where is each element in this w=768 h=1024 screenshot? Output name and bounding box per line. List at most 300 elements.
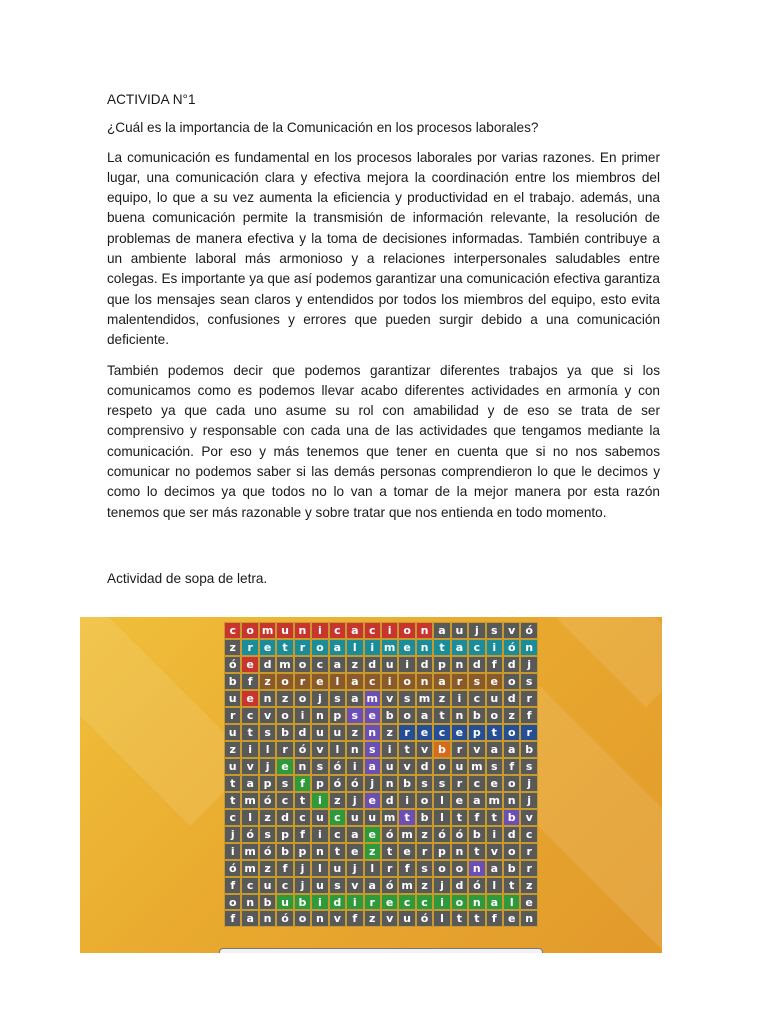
grid-cell: f <box>503 758 520 775</box>
grid-cell: n <box>241 894 258 911</box>
grid-cell: m <box>398 826 415 843</box>
grid-cell: u <box>364 809 381 826</box>
grid-cell: j <box>433 877 450 894</box>
grid-cell: u <box>451 758 468 775</box>
grid-cell: z <box>381 724 398 741</box>
grid-cell: n <box>520 639 537 656</box>
grid-cell: p <box>433 843 450 860</box>
grid-cell: s <box>311 758 328 775</box>
grid-cell: e <box>398 843 415 860</box>
grid-cell: j <box>364 775 381 792</box>
grid-cell: j <box>259 758 276 775</box>
grid-cell: s <box>346 707 363 724</box>
paragraph-1: La comunicación es fundamental en los procesos laborales por varias razones. En primer lugar, una comunicación clara y efectiva mejora la coordinación entre los miembros del equipo, lo que a su vez aumenta la eficiencia y productividad en el trabajo. además, una buena comunicación permite la transmisión de información relevante, la resolución de problemas de manera efectiva y la toma de decisiones informadas. También contribuye a un ambiente laboral más armonioso y a relaciones interpersonales saludables entre colegas. Es importante ya que así podemos garantizar una comunicación efectiva garantiza que los mensajes sean claros y entendidos por todos los miembros del equipo, esto evita malentendidos, confusiones y errores que pueden surgir debido a una comunicación deficiente. <box>107 149 660 348</box>
grid-cell: o <box>503 724 520 741</box>
grid-cell: e <box>276 758 293 775</box>
grid-cell: b <box>276 724 293 741</box>
grid-cell: i <box>241 741 258 758</box>
grid-cell: m <box>486 792 503 809</box>
grid-cell: o <box>398 673 415 690</box>
grid-cell: i <box>311 826 328 843</box>
grid-cell: i <box>398 656 415 673</box>
grid-cell: p <box>276 826 293 843</box>
grid-cell: f <box>468 809 485 826</box>
grid-cell: ó <box>294 741 311 758</box>
grid-cell: r <box>520 690 537 707</box>
grid-cell: i <box>451 690 468 707</box>
grid-cell: i <box>364 639 381 656</box>
grid-row <box>224 758 538 775</box>
grid-cell: e <box>503 910 520 927</box>
grid-cell: u <box>381 656 398 673</box>
grid-cell: l <box>486 877 503 894</box>
grid-cell: m <box>241 792 258 809</box>
grid-cell: a <box>433 622 450 639</box>
grid-cell: f <box>224 910 241 927</box>
grid-cell: ó <box>276 910 293 927</box>
grid-cell: s <box>416 860 433 877</box>
grid-cell: l <box>329 741 346 758</box>
grid-row <box>224 673 538 690</box>
grid-cell: f <box>241 673 258 690</box>
grid-cell: o <box>224 894 241 911</box>
grid-cell: u <box>311 809 328 826</box>
grid-cell: l <box>433 910 450 927</box>
grid-cell: b <box>416 809 433 826</box>
grid-cell: c <box>276 792 293 809</box>
grid-cell: m <box>381 809 398 826</box>
grid-cell: r <box>241 639 258 656</box>
grid-row <box>224 910 538 927</box>
grid-cell: a <box>329 656 346 673</box>
grid-cell: o <box>486 707 503 724</box>
grid-cell: u <box>486 690 503 707</box>
grid-cell: d <box>451 877 468 894</box>
grid-cell: u <box>346 809 363 826</box>
grid-cell: u <box>329 724 346 741</box>
grid-cell: s <box>259 724 276 741</box>
grid-cell: a <box>241 910 258 927</box>
grid-row <box>224 622 538 639</box>
grid-cell: z <box>520 877 537 894</box>
grid-cell: p <box>259 775 276 792</box>
activity-title: Actividad de sopa de letra. <box>107 571 268 586</box>
grid-cell: u <box>224 724 241 741</box>
grid-cell: v <box>241 758 258 775</box>
grid-cell: d <box>416 758 433 775</box>
grid-cell: c <box>468 690 485 707</box>
grid-cell: s <box>486 758 503 775</box>
grid-cell: r <box>364 894 381 911</box>
grid-cell: t <box>241 724 258 741</box>
grid-cell: d <box>294 724 311 741</box>
grid-cell: z <box>259 809 276 826</box>
grid-cell: s <box>364 741 381 758</box>
grid-cell: v <box>259 707 276 724</box>
grid-cell: t <box>294 792 311 809</box>
grid-cell: n <box>416 639 433 656</box>
grid-cell: j <box>468 622 485 639</box>
grid-cell: a <box>468 792 485 809</box>
grid-cell: l <box>329 673 346 690</box>
grid-cell: t <box>503 877 520 894</box>
grid-cell: ó <box>329 775 346 792</box>
grid-cell: t <box>468 843 485 860</box>
grid-cell: u <box>311 877 328 894</box>
grid-cell: e <box>520 894 537 911</box>
grid-cell: a <box>364 758 381 775</box>
grid-cell: n <box>294 622 311 639</box>
grid-cell: r <box>520 724 537 741</box>
grid-cell: c <box>329 826 346 843</box>
grid-cell: v <box>329 910 346 927</box>
grid-cell: c <box>241 707 258 724</box>
grid-cell: o <box>503 775 520 792</box>
grid-cell: b <box>433 741 450 758</box>
grid-cell: e <box>364 707 381 724</box>
grid-cell: c <box>329 622 346 639</box>
grid-cell: s <box>329 690 346 707</box>
grid-cell: s <box>416 775 433 792</box>
grid-cell: z <box>503 707 520 724</box>
grid-cell: p <box>433 656 450 673</box>
grid-cell: f <box>294 826 311 843</box>
grid-cell: a <box>486 894 503 911</box>
grid-cell: t <box>224 792 241 809</box>
grid-cell: n <box>451 656 468 673</box>
grid-cell: a <box>346 622 363 639</box>
grid-cell: f <box>486 910 503 927</box>
grid-cell: a <box>503 741 520 758</box>
grid-cell: e <box>416 724 433 741</box>
grid-cell: o <box>294 910 311 927</box>
grid-cell: a <box>416 707 433 724</box>
grid-cell: l <box>503 894 520 911</box>
grid-cell: e <box>311 673 328 690</box>
grid-cell: f <box>346 910 363 927</box>
grid-cell: e <box>381 894 398 911</box>
grid-cell: c <box>311 656 328 673</box>
grid-cell: m <box>468 758 485 775</box>
grid-cell: d <box>416 656 433 673</box>
grid-cell: b <box>276 843 293 860</box>
grid-cell: t <box>381 843 398 860</box>
grid-cell: a <box>346 673 363 690</box>
grid-row <box>224 860 538 877</box>
grid-cell: o <box>433 758 450 775</box>
grid-cell: p <box>294 843 311 860</box>
grid-cell: s <box>520 673 537 690</box>
grid-cell: c <box>468 639 485 656</box>
grid-cell: d <box>503 656 520 673</box>
grid-cell: t <box>398 809 415 826</box>
grid-cell: o <box>276 707 293 724</box>
grid-cell: n <box>468 860 485 877</box>
grid-cell: a <box>486 741 503 758</box>
grid-cell: i <box>381 741 398 758</box>
grid-cell: b <box>224 673 241 690</box>
grid-cell: m <box>259 622 276 639</box>
grid-cell: l <box>259 741 276 758</box>
grid-cell: n <box>503 792 520 809</box>
grid-row <box>224 792 538 809</box>
grid-cell: j <box>294 860 311 877</box>
grid-cell: a <box>486 860 503 877</box>
grid-cell: j <box>294 877 311 894</box>
grid-cell: z <box>346 656 363 673</box>
grid-cell: i <box>398 792 415 809</box>
grid-cell: v <box>381 690 398 707</box>
grid-cell: i <box>294 707 311 724</box>
grid-cell: v <box>503 622 520 639</box>
grid-cell: d <box>503 690 520 707</box>
grid-cell: o <box>241 622 258 639</box>
grid-row <box>224 809 538 826</box>
grid-cell: z <box>364 910 381 927</box>
grid-cell: t <box>451 809 468 826</box>
grid-cell: c <box>398 894 415 911</box>
grid-cell: r <box>451 673 468 690</box>
grid-row <box>224 741 538 758</box>
grid-cell: o <box>433 860 450 877</box>
grid-cell: z <box>364 843 381 860</box>
grid-cell: f <box>224 877 241 894</box>
grid-cell: s <box>433 775 450 792</box>
grid-cell: e <box>486 673 503 690</box>
grid-cell: b <box>503 809 520 826</box>
grid-cell: v <box>311 741 328 758</box>
grid-cell: r <box>520 843 537 860</box>
grid-cell: z <box>224 639 241 656</box>
grid-row <box>224 724 538 741</box>
grid-cell: r <box>294 639 311 656</box>
grid-cell: e <box>398 639 415 656</box>
grid-cell: z <box>416 877 433 894</box>
grid-cell: a <box>241 775 258 792</box>
grid-cell: n <box>311 707 328 724</box>
grid-cell: f <box>276 860 293 877</box>
grid-cell: s <box>259 826 276 843</box>
grid-cell: r <box>416 843 433 860</box>
grid-cell: m <box>398 877 415 894</box>
grid-cell: e <box>346 843 363 860</box>
grid-cell: n <box>259 910 276 927</box>
grid-row <box>224 639 538 656</box>
grid-cell: n <box>259 690 276 707</box>
grid-cell: b <box>468 707 485 724</box>
grid-cell: c <box>364 622 381 639</box>
grid-cell: n <box>294 758 311 775</box>
grid-cell: o <box>294 690 311 707</box>
grid-cell: e <box>451 792 468 809</box>
grid-cell: j <box>520 656 537 673</box>
grid-cell: c <box>468 775 485 792</box>
grid-cell: j <box>311 690 328 707</box>
grid-cell: u <box>311 724 328 741</box>
question-text: ¿Cuál es la importancia de la Comunicación en los procesos laborales? <box>107 120 539 136</box>
grid-cell: m <box>364 690 381 707</box>
grid-cell: z <box>259 860 276 877</box>
grid-cell: u <box>398 910 415 927</box>
grid-cell: s <box>486 622 503 639</box>
grid-cell: j <box>346 792 363 809</box>
grid-cell: z <box>329 792 346 809</box>
grid-cell: c <box>329 809 346 826</box>
grid-row <box>224 775 538 792</box>
grid-cell: r <box>294 673 311 690</box>
activity-heading: ACTIVIDA N°1 <box>107 92 196 107</box>
grid-cell: r <box>451 775 468 792</box>
grid-cell: o <box>416 792 433 809</box>
grid-cell: l <box>364 860 381 877</box>
grid-cell: l <box>241 809 258 826</box>
grid-cell: v <box>520 809 537 826</box>
grid-cell: n <box>451 707 468 724</box>
grid-cell: b <box>468 826 485 843</box>
grid-cell: c <box>433 724 450 741</box>
grid-cell: r <box>381 860 398 877</box>
grid-cell: e <box>451 724 468 741</box>
grid-cell: f <box>486 656 503 673</box>
grid-cell: v <box>381 910 398 927</box>
grid-cell: b <box>398 775 415 792</box>
grid-cell: u <box>224 758 241 775</box>
grid-cell: f <box>520 707 537 724</box>
word-search-image <box>80 617 662 953</box>
grid-cell: d <box>468 656 485 673</box>
grid-cell: ó <box>224 860 241 877</box>
grid-cell: f <box>294 775 311 792</box>
grid-cell: m <box>416 690 433 707</box>
grid-cell: ó <box>520 622 537 639</box>
grid-cell: t <box>451 910 468 927</box>
grid-cell: ó <box>416 910 433 927</box>
grid-cell: i <box>346 894 363 911</box>
grid-cell: i <box>311 894 328 911</box>
grid-cell: d <box>276 809 293 826</box>
grid-cell: c <box>520 826 537 843</box>
grid-cell: o <box>294 656 311 673</box>
grid-cell: l <box>346 639 363 656</box>
grid-cell: t <box>329 843 346 860</box>
grid-cell: n <box>311 910 328 927</box>
grid-row <box>224 843 538 860</box>
grid-cell: z <box>416 826 433 843</box>
grid-cell: i <box>433 894 450 911</box>
grid-cell: r <box>276 741 293 758</box>
grid-cell: f <box>398 860 415 877</box>
grid-cell: n <box>416 622 433 639</box>
grid-cell: c <box>294 809 311 826</box>
grid-cell: a <box>346 826 363 843</box>
grid-cell: s <box>520 758 537 775</box>
grid-row <box>224 826 538 843</box>
grid-cell: a <box>346 690 363 707</box>
grid-cell: ó <box>468 877 485 894</box>
grid-row <box>224 656 538 673</box>
paragraph-2: También podemos decir que podemos garantizar diferentes trabajos ya que si los comunicamos como es podemos llevar acabo diferentes actividades en armonía y con respeto ya que cada uno asume su rol con amabilidad y de eso se trata de ser comprensivo y responsable con cada una de las actividades que tengamos mediante la comunicación. Por eso y más tenemos que tener en cuenta que si no nos sabemos comunicar no podemos saber si las demás personas comprendieron lo que le decimos y como lo decimos ya que todos no lo van a tomar de la mejor manera por esta razón tenemos que ser más razonable y sobre tratar que nos entienda en todo momento. <box>107 362 660 520</box>
grid-cell: b <box>503 860 520 877</box>
grid-cell: e <box>486 775 503 792</box>
grid-cell: ó <box>259 843 276 860</box>
grid-cell: r <box>398 724 415 741</box>
grid-cell: i <box>486 826 503 843</box>
grid-cell: s <box>276 775 293 792</box>
grid-cell: z <box>224 741 241 758</box>
grid-cell: l <box>433 792 450 809</box>
grid-cell: ó <box>451 826 468 843</box>
grid-cell: r <box>451 741 468 758</box>
grid-cell: a <box>433 673 450 690</box>
grid-cell: m <box>276 656 293 673</box>
grid-cell: j <box>520 792 537 809</box>
grid-cell: e <box>364 792 381 809</box>
grid-cell: n <box>468 894 485 911</box>
grid-cell: t <box>486 724 503 741</box>
grid-cell: t <box>486 809 503 826</box>
grid-cell: u <box>276 622 293 639</box>
grid-cell: n <box>520 910 537 927</box>
grid-cell: d <box>503 826 520 843</box>
grid-cell: c <box>364 673 381 690</box>
grid-cell: c <box>241 877 258 894</box>
grid-cell: d <box>329 894 346 911</box>
grid-cell: p <box>329 707 346 724</box>
grid-cell: l <box>433 809 450 826</box>
grid-cell: u <box>259 877 276 894</box>
grid-cell: v <box>346 877 363 894</box>
grid-cell: t <box>433 639 450 656</box>
grid-cell: s <box>468 673 485 690</box>
grid-cell: b <box>294 894 311 911</box>
grid-cell: o <box>451 894 468 911</box>
grid-cell: v <box>398 758 415 775</box>
grid-cell: j <box>520 775 537 792</box>
grid-cell: c <box>416 894 433 911</box>
grid-cell: n <box>381 775 398 792</box>
grid-cell: i <box>346 758 363 775</box>
grid-cell: b <box>520 741 537 758</box>
grid-cell: o <box>311 639 328 656</box>
grid-row <box>224 877 538 894</box>
grid-cell: n <box>416 673 433 690</box>
grid-cell: z <box>346 724 363 741</box>
grid-cell: s <box>329 877 346 894</box>
grid-cell: u <box>224 690 241 707</box>
grid-cell: m <box>381 639 398 656</box>
grid-cell: ó <box>224 656 241 673</box>
grid-cell: a <box>451 639 468 656</box>
grid-cell: t <box>276 639 293 656</box>
grid-cell: i <box>486 639 503 656</box>
grid-cell: b <box>381 707 398 724</box>
grid-cell: c <box>224 622 241 639</box>
grid-cell: o <box>398 622 415 639</box>
grid-cell: t <box>224 775 241 792</box>
document-body <box>107 90 660 533</box>
grid-cell: e <box>364 826 381 843</box>
grid-cell: z <box>259 673 276 690</box>
grid-cell: m <box>241 860 258 877</box>
grid-cell: c <box>276 877 293 894</box>
grid-cell: ó <box>381 877 398 894</box>
grid-cell: ó <box>259 792 276 809</box>
grid-cell: j <box>224 826 241 843</box>
grid-cell: u <box>276 894 293 911</box>
grid-cell: o <box>503 843 520 860</box>
grid-cell: i <box>381 673 398 690</box>
grid-cell: r <box>224 707 241 724</box>
